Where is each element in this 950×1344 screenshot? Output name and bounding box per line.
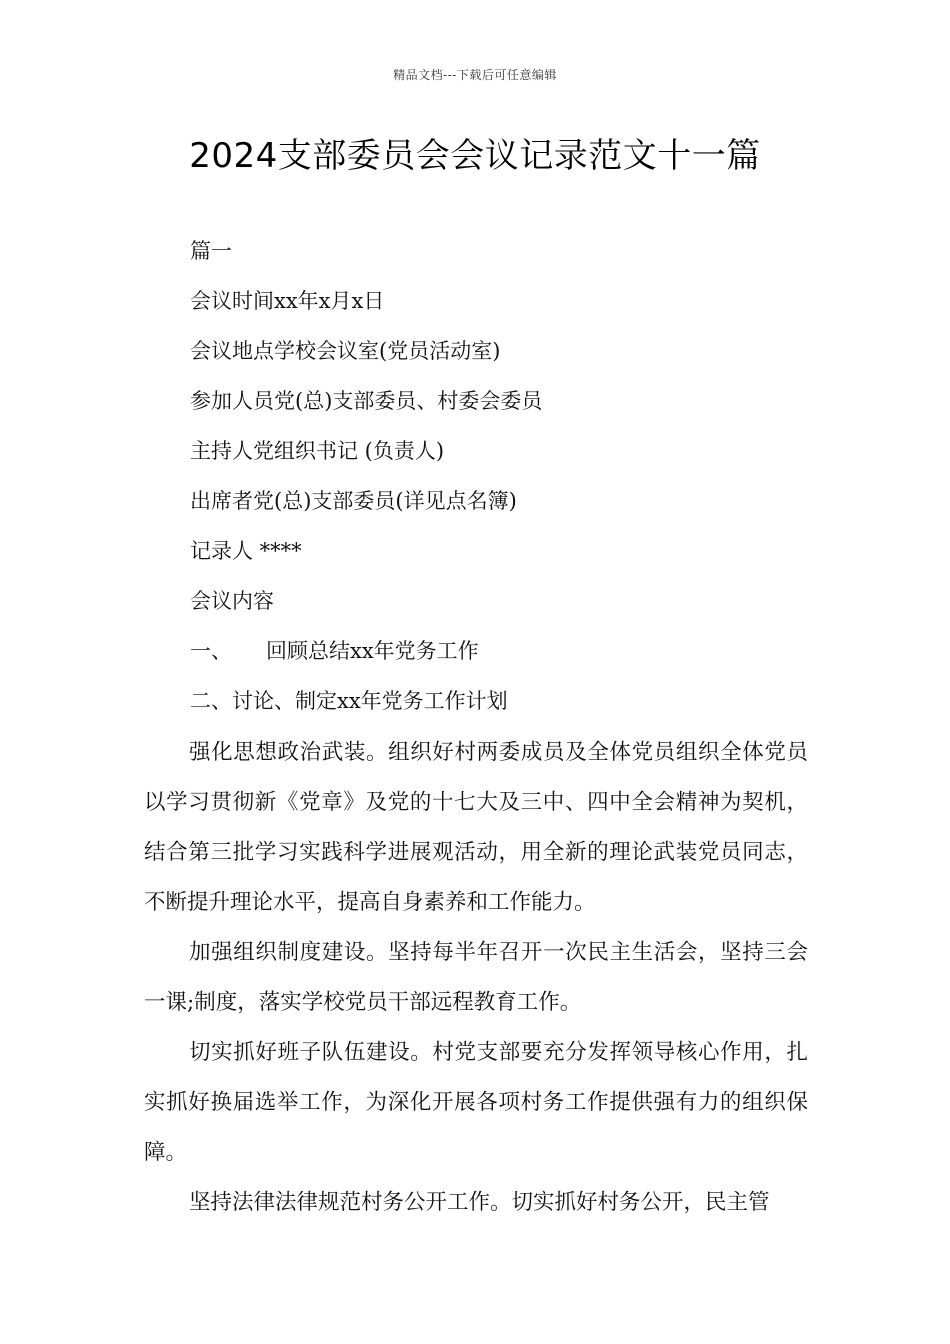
agenda-item-1 (190, 630, 830, 680)
paragraph-organization-system: 加强组织制度建设。坚持每半年召开一次民主生活会，坚持三会一课;制度，落实学校党员干部远程教育工作。 (144, 940, 808, 1015)
body-text (144, 728, 808, 1228)
meeting-attendees: 出席者党(总)支部委员(详见点名簿) (190, 489, 517, 513)
meeting-info (190, 230, 830, 730)
content-heading: 会议内容 (190, 589, 274, 613)
agenda-item-2: 二、讨论、制定xx年党务工作计划 (190, 689, 508, 713)
document-title: 2024支部委员会会议记录范文十一篇 (189, 136, 761, 176)
section-heading: 篇一 (190, 239, 232, 263)
meeting-participants: 参加人员党(总)支部委员、村委会委员 (190, 389, 543, 413)
meeting-place: 会议地点学校会议室(党员活动室) (190, 339, 501, 363)
meeting-recorder: 记录人 **** (190, 539, 302, 563)
paragraph-village-affairs: 坚持法律法律规范村务公开工作。切实抓好村务公开，民主管 (189, 1190, 770, 1215)
paragraph-political-study: 强化思想政治武装。组织好村两委成员及全体党员组织全体党员以学习贯彻新《党章》及党的十七大及三中、四中全会精神为契机，结合第三批学习实践科学进展观活动，用全新的理论武装党员同志，不断提升理论水平，提高自身素养和工作能力。 (144, 740, 808, 915)
meeting-time: 会议时间xx年x月x日 (190, 289, 385, 313)
paragraph-team-building: 切实抓好班子队伍建设。村党支部要充分发挥领导核心作用，扎实抓好换届选举工作，为深化开展各项村务工作提供强有力的组织保障。 (144, 1040, 808, 1165)
agenda-item-1-number: 一、 (190, 639, 232, 663)
agenda-item-1-text: 回顾总结xx年党务工作 (266, 639, 479, 663)
header-note: 精品文档---下载后可任意编辑 (393, 68, 557, 82)
meeting-host: 主持人党组织书记 (负责人) (190, 439, 445, 463)
